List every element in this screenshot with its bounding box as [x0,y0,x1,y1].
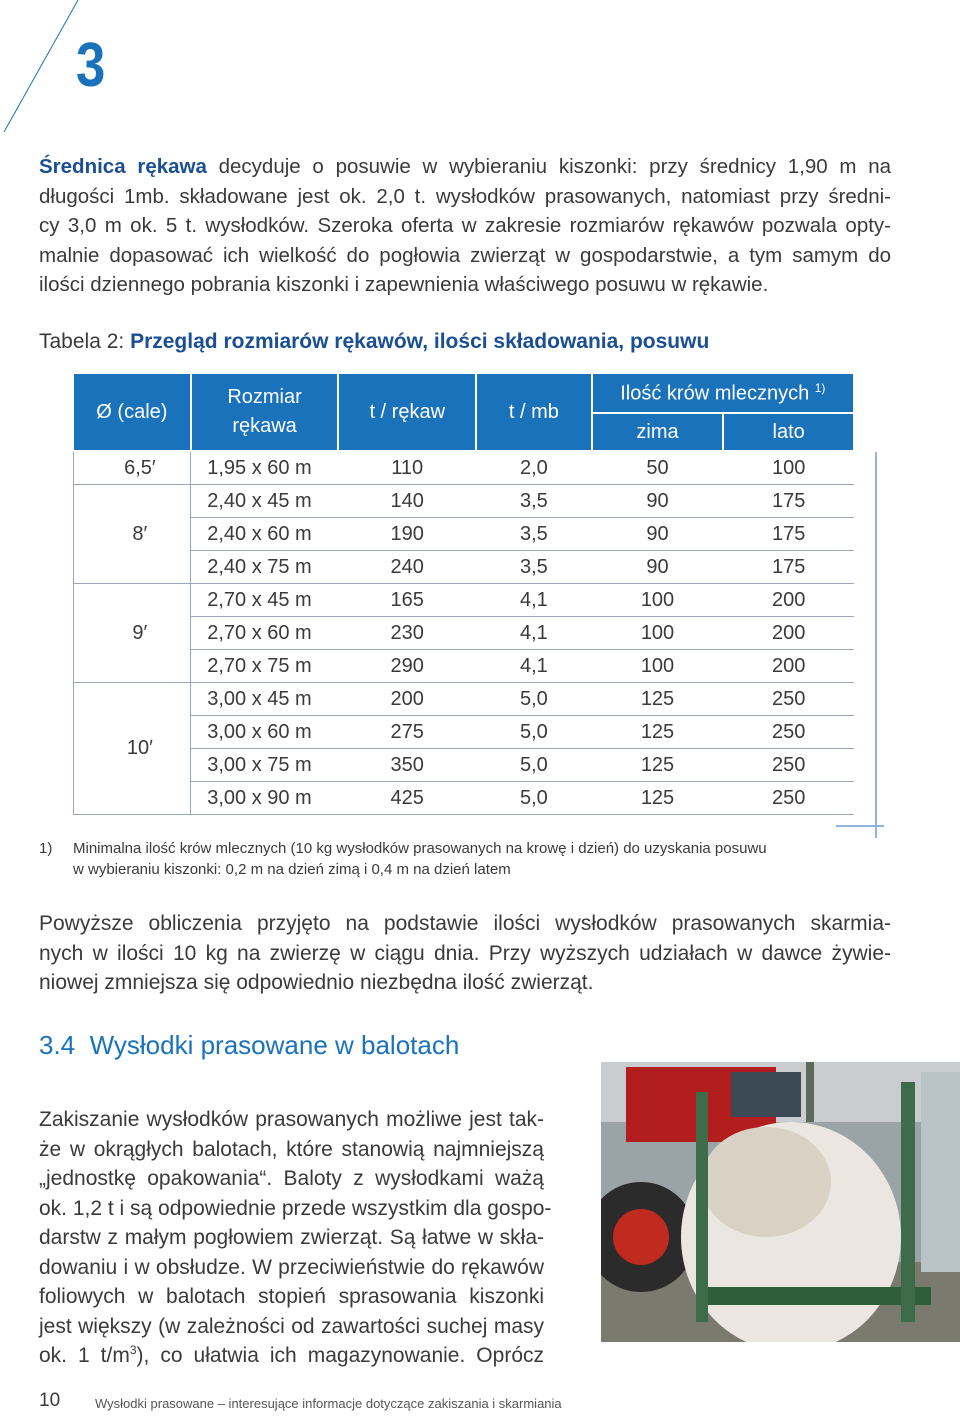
t-mb-cell: 5,0 [476,716,592,749]
t-sleeve-cell: 110 [338,451,476,485]
diameter-cell: 9′ [73,584,191,683]
calc-line-1: Powyższe obliczenia przyjęto na podstawie ilości wysłodków prasowanych skarmia- [39,912,891,935]
page-number: 10 [39,1390,61,1411]
t-mb-cell: 3,5 [476,518,592,551]
summer-cows-cell: 250 [723,716,854,749]
t-mb-cell: 4,1 [476,584,592,617]
intro-line-2: długości 1mb. składowane jest ok. 2,0 t. wysłodków prasowanych, natomiast przy średni- [39,184,891,208]
table-caption [39,330,709,354]
bale-wrapper-photo [601,1062,960,1342]
summer-cows-cell: 175 [723,551,854,584]
table-row [73,551,854,584]
t-sleeve-cell: 190 [338,518,476,551]
table-row [73,617,854,650]
bales-line-9-sup: 3 [129,1343,137,1357]
size-cell: 2,70 x 45 m [191,584,339,617]
t-sleeve-cell: 140 [338,485,476,518]
winter-cows-cell: 100 [592,617,724,650]
bales-line-1: Zakiszanie wysłodków prasowanych możliwe jest tak- [39,1108,544,1131]
header-cow-count-note: 1) [814,380,826,395]
table-row [73,749,854,782]
diagonal-deco-line [4,0,78,132]
t-mb-cell: 3,5 [476,551,592,584]
bales-line-3: „jednostkę opakowania“. Baloty z wysłodkami ważą [39,1167,544,1190]
summer-cows-cell: 250 [723,683,854,716]
bales-paragraph [39,1105,552,1371]
summer-cows-cell: 175 [723,518,854,551]
t-mb-cell: 5,0 [476,683,592,716]
t-sleeve-cell: 165 [338,584,476,617]
t-sleeve-cell: 350 [338,749,476,782]
t-sleeve-cell: 425 [338,782,476,815]
bales-line-9-a: ok. 1 t/m [39,1344,130,1367]
t-sleeve-cell: 230 [338,617,476,650]
table-caption-prefix: Tabela 2: [39,330,131,353]
header-sleeve-size [191,373,339,451]
diameter-cell: 10′ [73,683,191,815]
size-cell: 2,70 x 60 m [191,617,339,650]
calc-line-2: nych w ilości 10 kg na zwierzę w ciągu dnia. Przy wyższych udziałach w dawce żywie- [39,941,891,965]
t-sleeve-cell: 275 [338,716,476,749]
t-sleeve-cell: 240 [338,551,476,584]
summer-cows-cell: 200 [723,650,854,683]
winter-cows-cell: 100 [592,650,724,683]
table-row [73,485,854,518]
calc-line-3: niowej zmniejsza się odpowiednio niezbędna ilość zwierząt. [39,971,594,994]
table-row [73,683,854,716]
table-row [73,518,854,551]
header-diameter: Ø (cale) [73,373,191,451]
intro-line-3: cy 3,0 m ok. 5 t. wysłodków. Szeroka oferta w zakresie rozmiarów rękawów pozwala opty- [39,214,891,237]
size-cell: 2,70 x 75 m [191,650,339,683]
summer-cows-cell: 200 [723,617,854,650]
summer-cows-cell: 100 [723,451,854,485]
t-mb-cell: 3,5 [476,485,592,518]
sleeve-size-table [72,372,855,815]
t-sleeve-cell: 200 [338,683,476,716]
t-mb-cell: 2,0 [476,451,592,485]
footnote-line-1: Minimalna ilość krów mlecznych (10 kg wysłodków prasowanych na krowę i dzień) do uzyskania posuwu [73,840,767,857]
size-cell: 2,40 x 60 m [191,518,339,551]
roller-shape [701,1287,931,1305]
winter-cows-cell: 125 [592,683,724,716]
calculation-paragraph [39,909,891,998]
summer-cows-cell: 250 [723,749,854,782]
footnote-text [73,838,853,880]
bales-line-8: jest większy (w zależności od zawartości suchej masy [39,1314,544,1338]
bales-line-7: foliowych w balotach stopień sprasowania kiszonki [39,1285,544,1308]
intro-line-1: decyduje o posuwie w wybieraniu kiszonki: przy średnicy 1,90 m na [206,155,891,178]
bales-line-4: ok. 1,2 t i są odpowiednie przede wszystkim dla gospo- [39,1196,552,1220]
table-row [73,716,854,749]
running-title: Wysłodki prasowane – interesujące informacje dotyczące zakiszania i skarmiania [95,1396,562,1411]
header-summer: lato [723,413,854,451]
winter-cows-cell: 125 [592,749,724,782]
size-cell: 3,00 x 60 m [191,716,339,749]
table-row [73,451,854,485]
winter-cows-cell: 125 [592,716,724,749]
header-winter: zima [592,413,724,451]
footnote-line-2: w wybieraniu kiszonki: 0,2 m na dzień zimą i 0,4 m na dzień latem [73,861,511,878]
header-t-per-sleeve: t / rękaw [338,373,476,451]
size-cell: 2,40 x 75 m [191,551,339,584]
header-sleeve-size-line2: rękawa [232,415,297,437]
size-cell: 3,00 x 90 m [191,782,339,815]
section-title: 3.4 Wysłodki prasowane w balotach [39,1030,460,1060]
intro-line-4: malnie dopasować ich wielkość do pogłowia zwierząt w gospodarstwie, a tym samym do [39,243,891,267]
winter-cows-cell: 90 [592,485,724,518]
winter-cows-cell: 90 [592,551,724,584]
t-mb-cell: 5,0 [476,749,592,782]
size-cell: 3,00 x 75 m [191,749,339,782]
summer-cows-cell: 175 [723,485,854,518]
intro-paragraph [39,152,891,300]
diameter-cell: 6,5′ [73,451,191,485]
table-row [73,782,854,815]
size-cell: 1,95 x 60 m [191,451,339,485]
diameter-cell: 8′ [73,485,191,584]
intro-bold-lead: Średnica rękawa [39,155,207,178]
header-t-per-mb: t / mb [476,373,592,451]
summer-cows-cell: 200 [723,584,854,617]
intro-line-5: ilości dziennego pobrania kiszonki i zapewnienia właściwego posuwu w rękawie. [39,273,769,296]
header-cow-count-label: Ilość krów mlecznych [620,382,810,405]
winter-cows-cell: 50 [592,451,724,485]
bales-line-6: dowaniu i w obsłudze. W przeciwieństwie do rękawów [39,1255,544,1279]
bales-line-5: darstw z małym pogłowiem zwierząt. Są łatwe w skła- [39,1226,544,1249]
bales-line-9 [39,1341,544,1371]
winter-cows-cell: 125 [592,782,724,815]
table-body [73,451,854,815]
footnote-number: 1) [39,840,53,857]
t-mb-cell: 4,1 [476,650,592,683]
summer-cows-cell: 250 [723,782,854,815]
chapter-number: 3 [76,31,106,100]
t-mb-cell: 4,1 [476,617,592,650]
bales-line-9-b: ), co ułatwia ich magazynowanie. Oprócz [136,1344,544,1367]
t-mb-cell: 5,0 [476,782,592,815]
winter-cows-cell: 90 [592,518,724,551]
table-row [73,650,854,683]
table-caption-title: Przegląd rozmiarów rękawów, ilości składowania, posuwu [130,330,710,353]
winter-cows-cell: 100 [592,584,724,617]
bales-line-2: że w okrągłych balotach, które stanowią najmniejszą [39,1137,544,1161]
header-sleeve-size-line1: Rozmiar [227,386,302,408]
header-cow-count [592,373,854,413]
size-cell: 3,00 x 45 m [191,683,339,716]
t-sleeve-cell: 290 [338,650,476,683]
table-row [73,584,854,617]
size-cell: 2,40 x 45 m [191,485,339,518]
